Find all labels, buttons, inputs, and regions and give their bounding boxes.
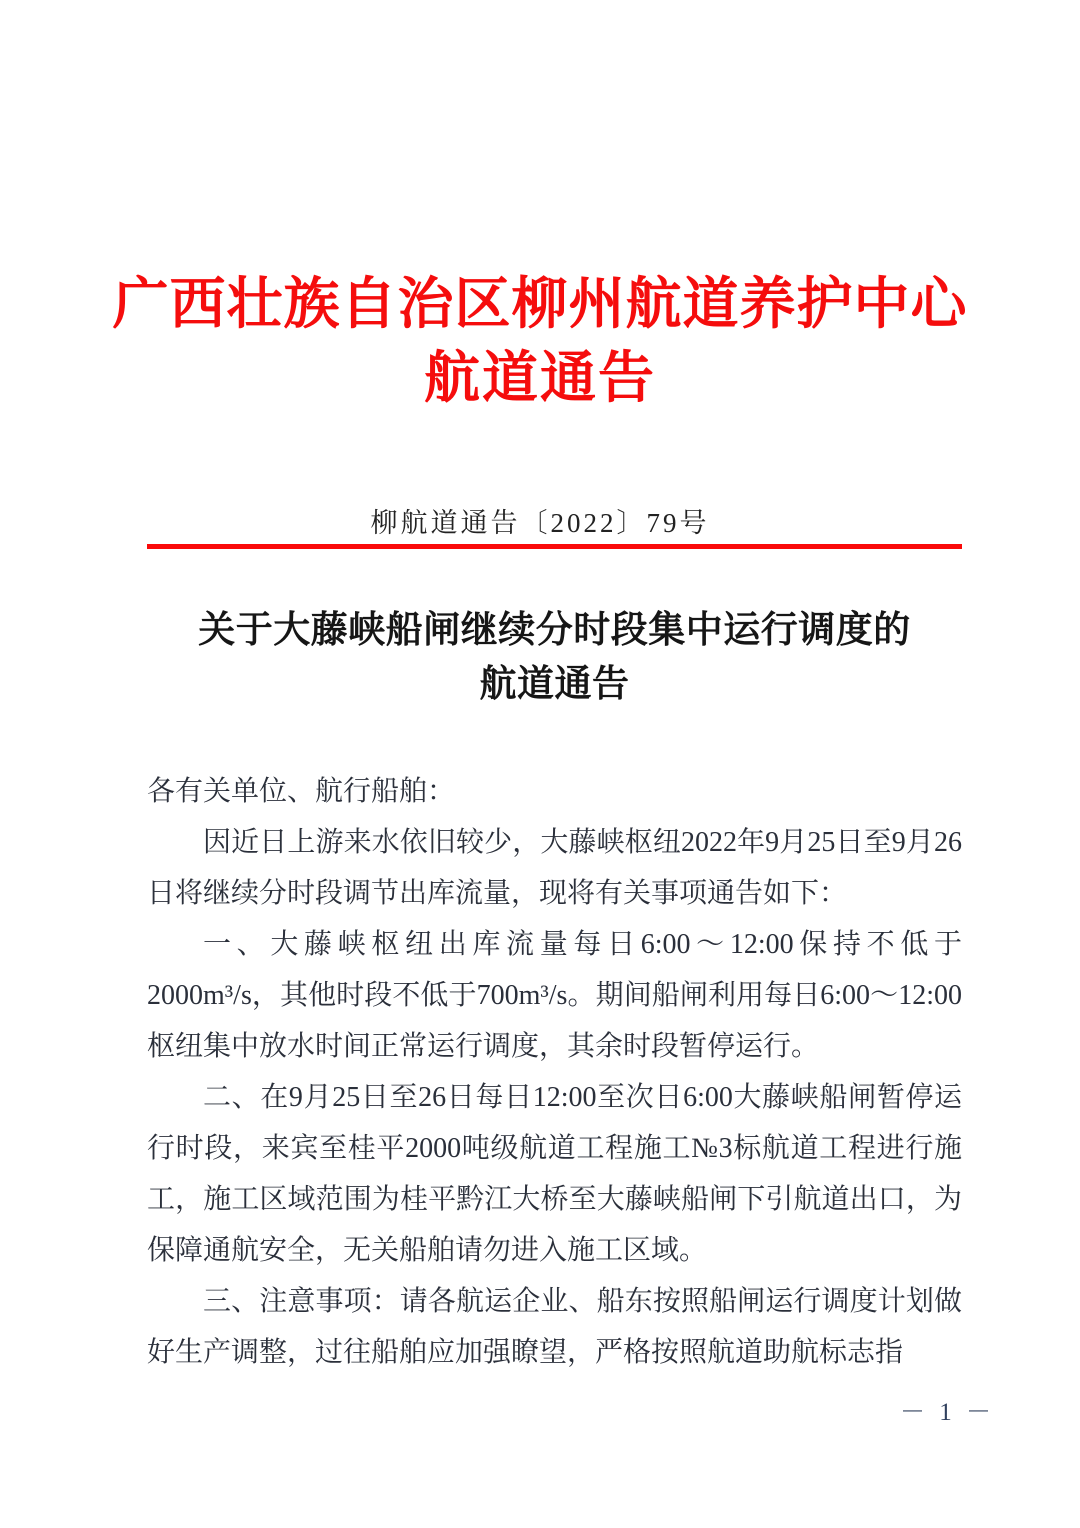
issuing-authority-title: 广西壮族自治区柳州航道养护中心 — [112, 274, 968, 336]
masthead-subtitle: 航道通告 — [424, 348, 656, 410]
body-paragraph-intro: 因近日上游来水依旧较少，大藤峡枢纽2022年9月25日至9月26日将继续分时段调节出库流量，现将有关事项通告如下： — [147, 827, 962, 909]
subject-title — [147, 604, 962, 712]
document-number: 柳航道通告〔2022〕79号 — [370, 508, 710, 538]
body-paragraph-item-2: 二、在9月25日至26日每日12:00至次日6:00大藤峡船闸暂停运行时段，来宾至桂平2000吨级航道工程施工№3标航道工程进行施工，施工区域范围为桂平黔江大桥至大藤峡船闸下引航道出口，为保障通航安全，无关船舶请勿进入施工区域。 — [147, 1082, 962, 1266]
body-paragraph-item-3: 三、注意事项：请各航运企业、船东按照船闸运行调度计划做好生产调整，过往船舶应加强瞭望，严格按照航道助航标志指 — [147, 1286, 962, 1368]
red-separator-rule — [147, 544, 962, 549]
page-number: － 1 － — [899, 1399, 995, 1426]
subject-title-line-1: 关于大藤峡船闸继续分时段集中运行调度的 — [198, 610, 911, 651]
body-text — [147, 766, 962, 1378]
body-paragraph-item-1: 一、大藤峡枢纽出库流量每日6:00～12:00保持不低于2000m³/s，其他时段不低于700m³/s。期间船闸利用每日6:00～12:00枢纽集中放水时间正常运行调度，其余时段暂停运行。 — [147, 929, 962, 1062]
subject-title-line-2: 航道通告 — [479, 664, 630, 705]
salutation: 各有关单位、航行船舶： — [147, 776, 456, 807]
masthead — [0, 268, 1080, 416]
